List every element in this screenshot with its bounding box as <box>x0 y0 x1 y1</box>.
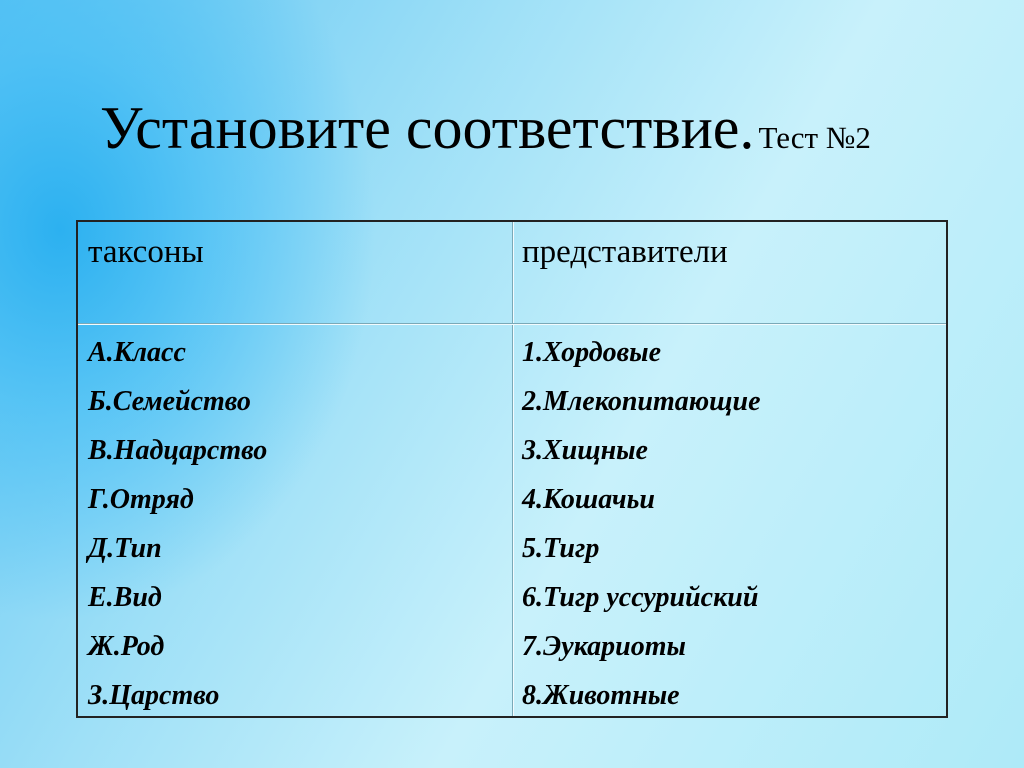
matching-table <box>76 220 948 718</box>
taxa-list <box>88 338 267 730</box>
list-item: 1.Хордовые <box>522 337 662 368</box>
list-item: Е.Вид <box>88 582 162 613</box>
title-main: Установите соответствие. <box>100 95 755 161</box>
column-divider <box>512 222 514 716</box>
list-item: 6.Тигр уссурийский <box>522 582 759 613</box>
list-item: 8.Животные <box>522 680 680 711</box>
representatives-list <box>522 338 761 730</box>
list-item: 5.Тигр <box>522 533 600 564</box>
header-representatives: представители <box>522 234 728 270</box>
list-item: Б.Семейство <box>88 386 251 417</box>
list-item: 4.Кошачьи <box>522 484 655 515</box>
list-item: 2.Млекопитающие <box>522 386 761 417</box>
list-item: Г.Отряд <box>88 484 194 515</box>
title-subtitle: Тест №2 <box>758 120 871 155</box>
list-item: 7.Эукариоты <box>522 631 686 662</box>
header-taxa: таксоны <box>88 234 204 270</box>
list-item: А.Класс <box>88 337 186 368</box>
header-divider <box>78 323 946 325</box>
list-item: Д.Тип <box>88 533 162 564</box>
page-title <box>100 95 871 161</box>
list-item: Ж.Род <box>88 631 165 662</box>
list-item: 3.Хищные <box>522 435 648 466</box>
list-item: З.Царство <box>88 680 220 711</box>
list-item: В.Надцарство <box>88 435 268 466</box>
